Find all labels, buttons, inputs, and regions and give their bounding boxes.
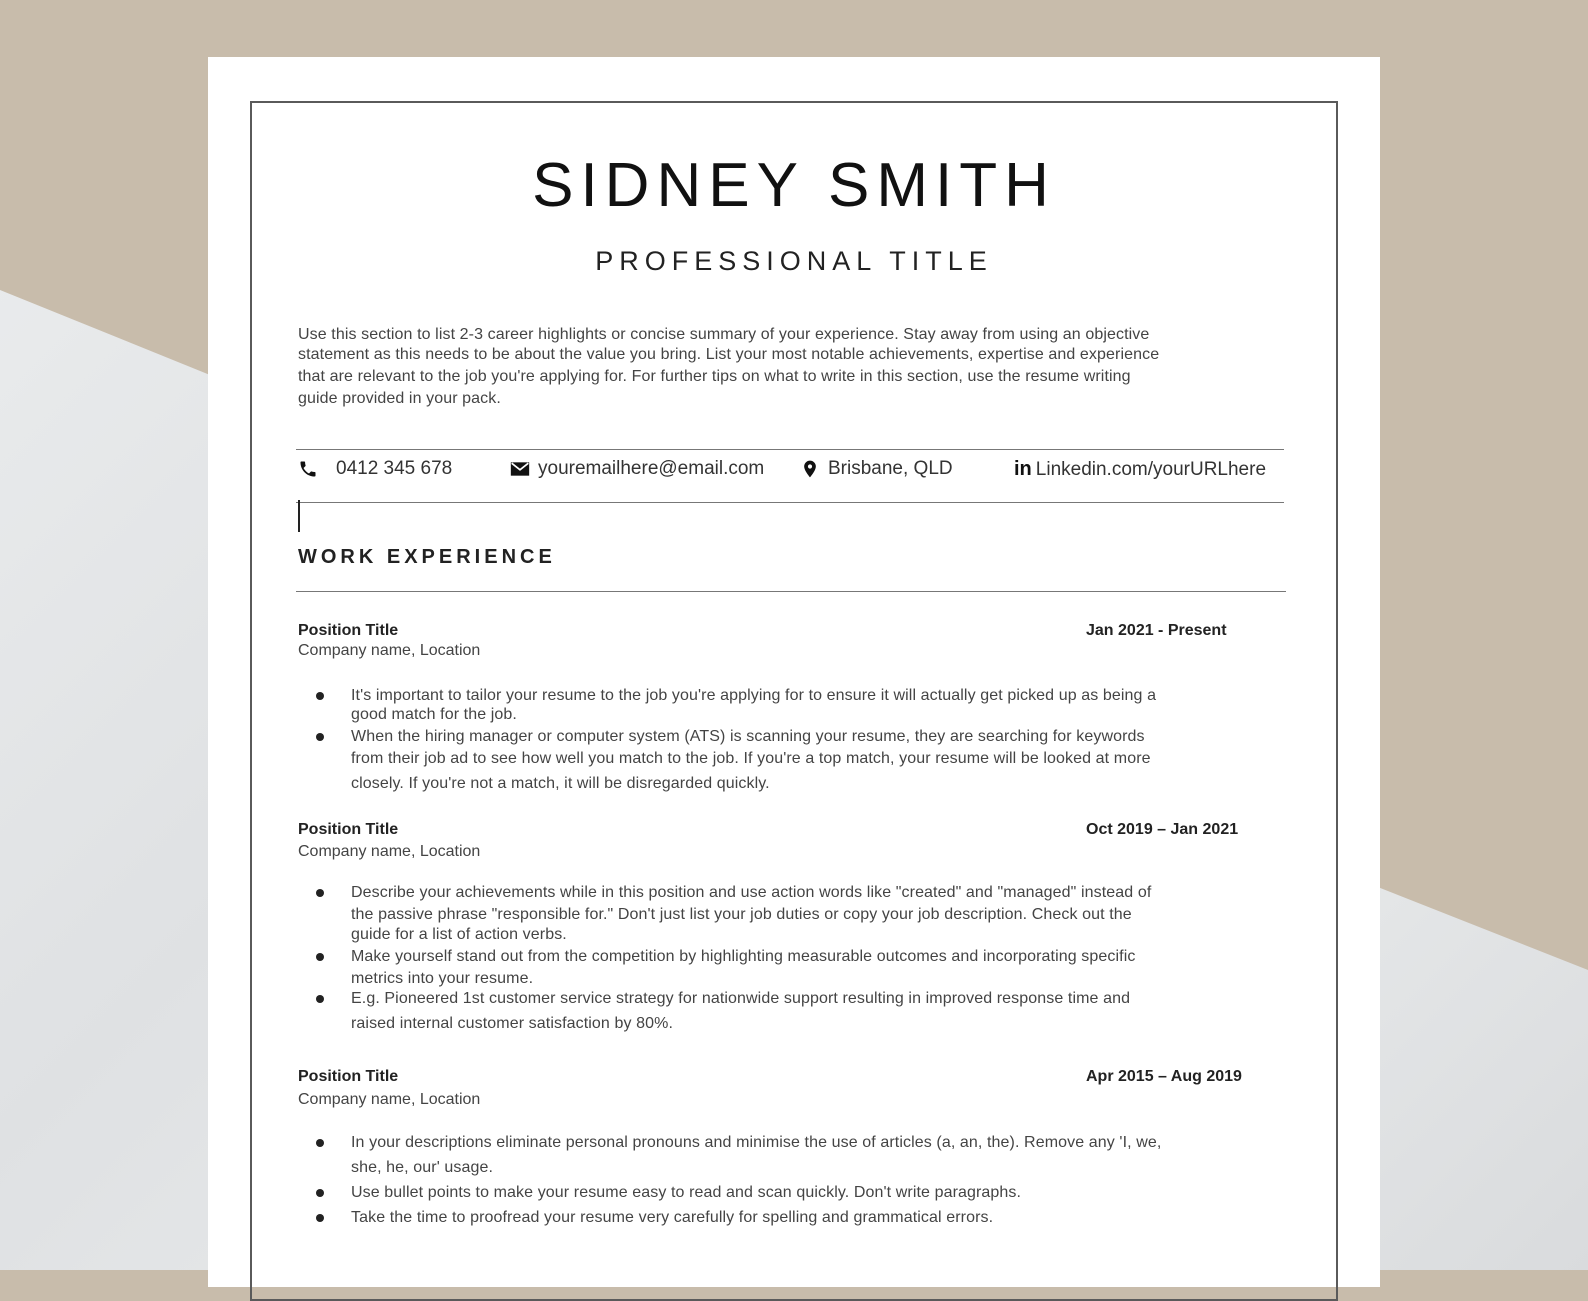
bullet-text: closely. If you're not a match, it will be disregarded quickly. [351, 775, 770, 792]
bullet-text: good match for the job. [351, 706, 517, 723]
bullet-text: raised internal customer satisfaction by 80%. [351, 1015, 673, 1032]
bullet-icon [316, 733, 324, 741]
bullet-text: guide for a list of action verbs. [351, 926, 567, 943]
linkedin-text: Linkedin.com/yourURLhere [1035, 458, 1267, 480]
text-cursor [298, 500, 300, 532]
summary-line: Use this section to list 2-3 career highlights or concise summary of your experience. Stay away from using an objective [298, 326, 1150, 343]
job-dates: Oct 2019 – Jan 2021 [1086, 821, 1239, 838]
job-dates: Apr 2015 – Aug 2019 [1086, 1068, 1242, 1085]
bullet-icon [316, 995, 324, 1003]
bullet-text: she, he, our' usage. [351, 1159, 494, 1176]
position-title: Position Title [298, 821, 399, 838]
contact-location [800, 458, 953, 480]
bullet-text: E.g. Pioneered 1st customer service strategy for nationwide support resulting in improved response time and [351, 990, 1131, 1007]
bullet-text: Use bullet points to make your resume easy to read and scan quickly. Don't write paragraphs. [351, 1184, 1022, 1201]
divider [296, 449, 1284, 450]
contact-email [510, 458, 764, 480]
position-title: Position Title [298, 1068, 399, 1085]
bullet-text: Describe your achievements while in this position and use action words like "created" and "managed" instead of [351, 884, 1152, 901]
email-icon [510, 459, 530, 479]
divider [296, 502, 1284, 503]
location-pin-icon [800, 459, 820, 479]
summary-line: that are relevant to the job you're applying for. For further tips on what to write in this section, use the resume writing [298, 368, 1131, 385]
bullet-text: from their job ad to see how well you match to the job. If you're a top match, your resume will be looked at more [351, 750, 1151, 767]
company-location: Company name, Location [298, 843, 481, 860]
bullet-icon [316, 692, 324, 700]
bullet-text: the passive phrase "responsible for." Don't just list your job duties or copy your job description. Check out the [351, 906, 1132, 923]
location-text: Brisbane, QLD [828, 458, 953, 479]
section-heading: WORK EXPERIENCE [298, 546, 556, 568]
bullet-text: Take the time to proofread your resume very carefully for spelling and grammatical errors. [351, 1209, 994, 1226]
summary-line: statement as this needs to be about the value you bring. List your most notable achievements, expertise and experience [298, 346, 1160, 363]
job-dates: Jan 2021 - Present [1086, 622, 1227, 639]
bullet-text: Make yourself stand out from the competition by highlighting measurable outcomes and incorporating specific [351, 948, 1136, 965]
bullet-text: metrics into your resume. [351, 970, 534, 987]
contact-phone [298, 458, 452, 480]
linkedin-icon: in [1014, 458, 1032, 480]
bullet-icon [316, 889, 324, 897]
professional-title: PROFESSIONAL TITLE [595, 246, 993, 276]
phone-icon [298, 459, 318, 479]
bullet-text: When the hiring manager or computer system (ATS) is scanning your resume, they are searching for keywords [351, 728, 1145, 745]
company-location: Company name, Location [298, 642, 481, 659]
phone-text: 0412 345 678 [336, 458, 453, 479]
company-location: Company name, Location [298, 1091, 481, 1108]
bullet-icon [316, 1189, 324, 1197]
summary-line: guide provided in your pack. [298, 390, 501, 407]
bullet-icon [316, 953, 324, 961]
bullet-text: In your descriptions eliminate personal pronouns and minimise the use of articles (a, an, the). Remove any 'I, we, [351, 1134, 1162, 1151]
position-title: Position Title [298, 622, 399, 639]
bullet-text: It's important to tailor your resume to the job you're applying for to ensure it will actually get picked up as being a [351, 687, 1157, 704]
bullet-icon [316, 1214, 324, 1222]
contact-linkedin [1014, 458, 1266, 481]
resume-name: SIDNEY SMITH [532, 151, 1056, 220]
bullet-icon [316, 1139, 324, 1147]
divider [296, 591, 1286, 592]
email-text: youremailhere@email.com [538, 458, 765, 479]
